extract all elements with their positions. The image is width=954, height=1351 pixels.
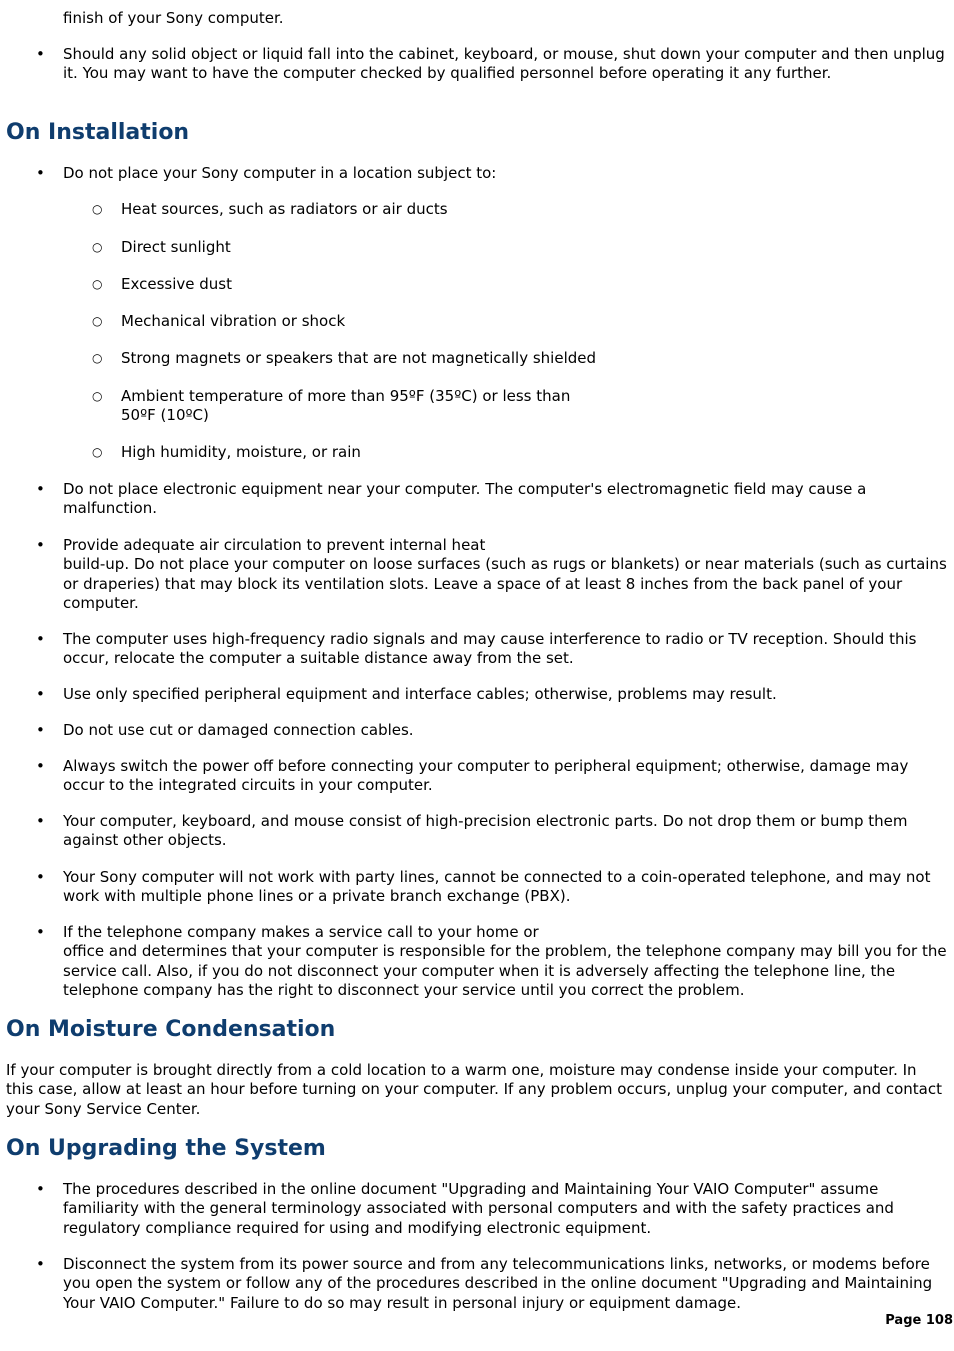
section-heading-upgrading: On Upgrading the System	[6, 1136, 326, 1161]
moisture-paragraph: If your computer is brought directly from a cold location to a warm one, moisture may condense inside your computer. In this case, allow at least an hour before turning on your computer. If any problem occurs, unplug your computer, and contact your Sony Service Center.	[6, 1061, 942, 1118]
sub-list-item: ○ Mechanical vibration or shock	[121, 312, 921, 331]
sub-list-item: ○ Strong magnets or speakers that are not magnetically shielded	[121, 349, 921, 368]
section-heading-moisture: On Moisture Condensation	[6, 1017, 336, 1042]
page-number: Page 108	[885, 1313, 953, 1328]
sub-list-item: ○ Excessive dust	[121, 275, 921, 294]
list-item: • Should any solid object or liquid fall into the cabinet, keyboard, or mouse, shut down your computer and then unplug it. You may want to have the computer checked by qualified personnel before operating it any further.	[63, 45, 948, 84]
sub-list-item: ○ Direct sunlight	[121, 238, 921, 257]
sub-list-item: ○ High humidity, moisture, or rain	[121, 443, 921, 462]
list-item: • Use only specified peripheral equipment and interface cables; otherwise, problems may result.	[63, 685, 948, 704]
list-item: • The computer uses high-frequency radio signals and may cause interference to radio or TV reception. Should this occur, relocate the computer a suitable distance away from the set.	[63, 630, 948, 669]
list-item: • Do not place your Sony computer in a location subject to:	[63, 164, 948, 183]
section-heading-installation: On Installation	[6, 120, 190, 145]
list-item: • Your Sony computer will not work with party lines, cannot be connected to a coin-operated telephone, and may not work with multiple phone lines or a private branch exchange (PBX).	[63, 868, 948, 907]
list-item: • Your computer, keyboard, and mouse consist of high-precision electronic parts. Do not drop them or bump them against other objects.	[63, 812, 948, 851]
list-item: • The procedures described in the online document "Upgrading and Maintaining Your VAIO Computer" assume familiarity with the general terminology associated with personal computers and with the safety practices and regulatory compliance required for using and modifying electronic equipment.	[63, 1180, 948, 1238]
list-item: • Do not place electronic equipment near your computer. The computer's electromagnetic field may cause a malfunction.	[63, 480, 948, 519]
continuation-text: finish of your Sony computer.	[63, 9, 284, 27]
sub-list-item: ○ Ambient temperature of more than 95ºF (35ºC) or less than 50ºF (10ºC)	[121, 387, 921, 426]
list-item: • Do not use cut or damaged connection cables.	[63, 721, 948, 740]
list-item: • Disconnect the system from its power source and from any telecommunications links, networks, or modems before you open the system or follow any of the procedures described in the online document "Upgrading and Maintaining Your VAIO Computer." Failure to do so may result in personal injury or equipment damage.	[63, 1255, 948, 1313]
list-item: • Always switch the power off before connecting your computer to peripheral equipment; otherwise, damage may occur to the integrated circuits in your computer.	[63, 757, 948, 796]
sub-list-item: ○ Heat sources, such as radiators or air ducts	[121, 200, 921, 219]
list-item: • Provide adequate air circulation to prevent internal heat build-up. Do not place your computer on loose surfaces (such as rugs or blankets) or near materials (such as curtains or draperies) that may block its ventilation slots. Leave a space of at least 8 inches from the back panel of your computer.	[63, 536, 948, 613]
list-item: • If the telephone company makes a service call to your home or office and determines that your computer is responsible for the problem, the telephone company may bill you for the service call. Also, if you do not disconnect your computer when it is adversely affecting the telephone line, the telephone company has the right to disconnect your service until you correct the problem.	[63, 923, 948, 1000]
